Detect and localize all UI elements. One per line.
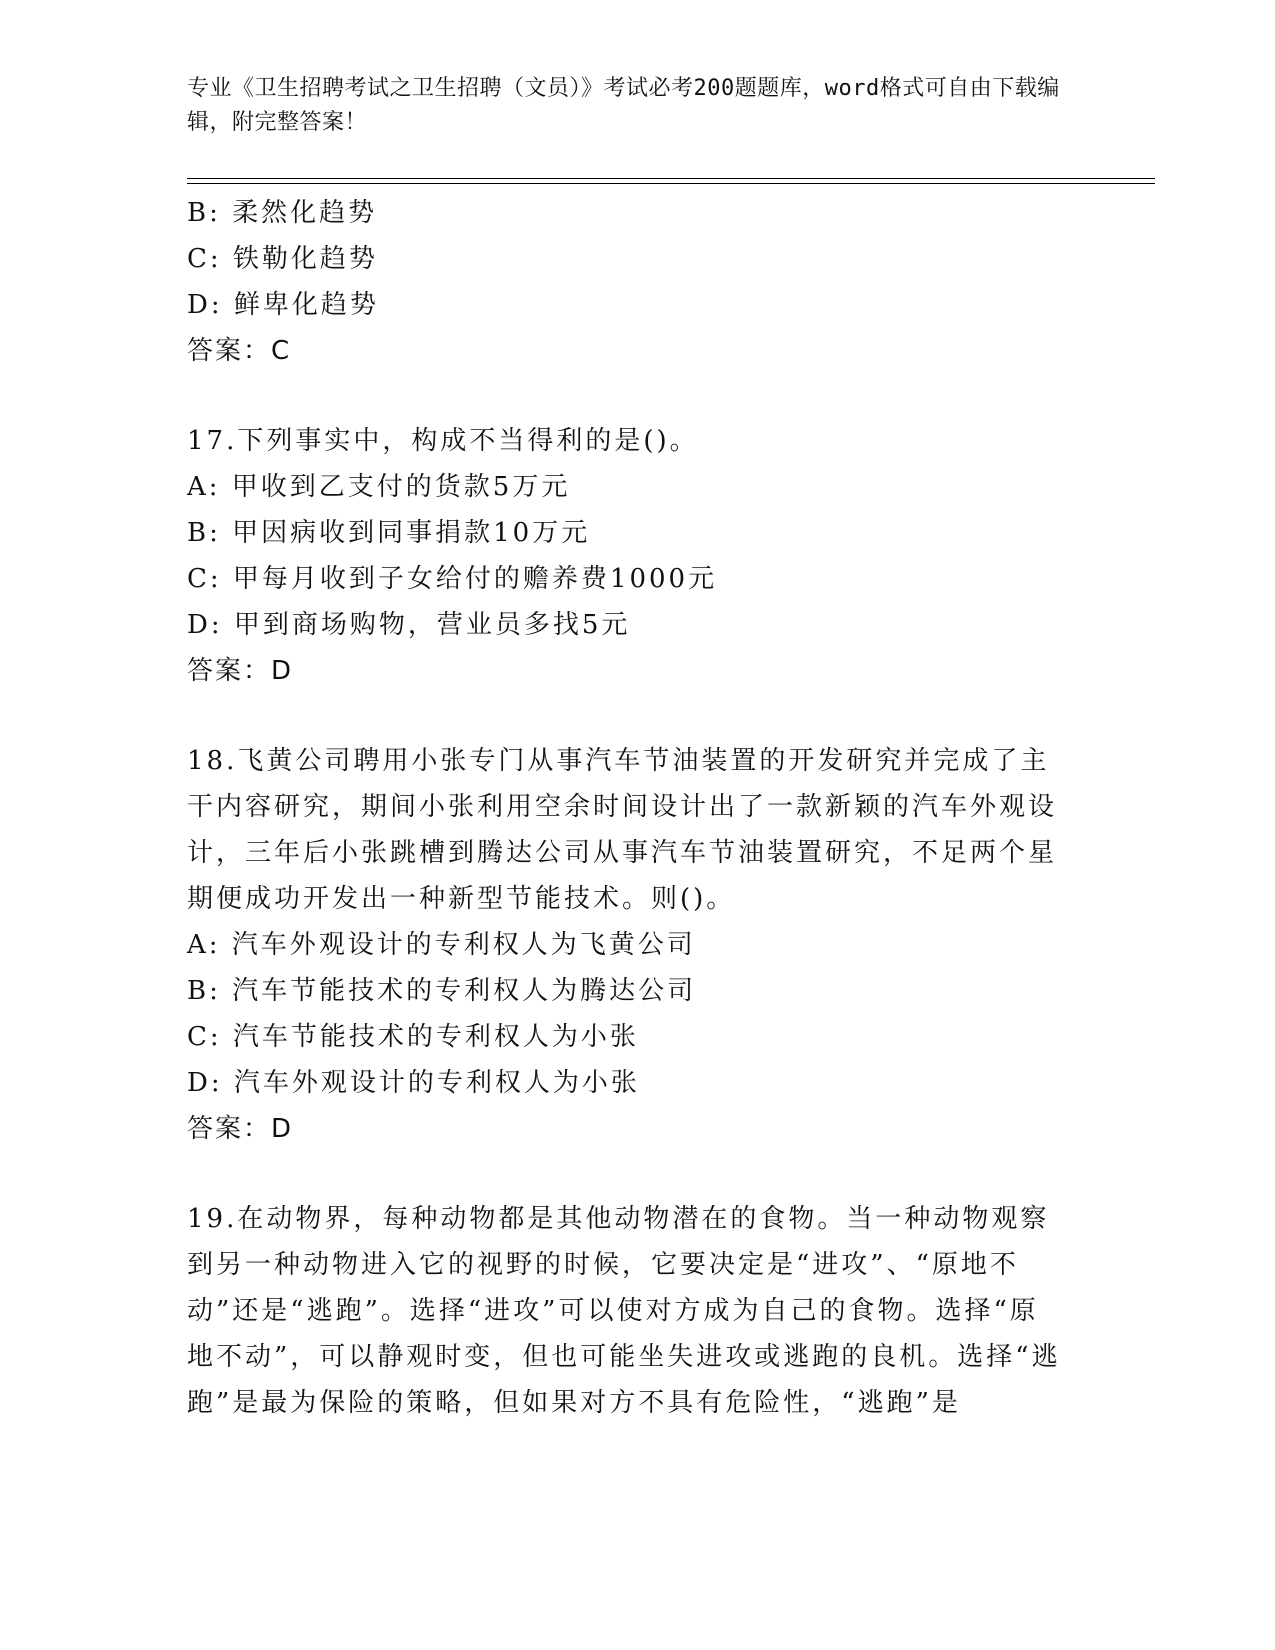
- option-a: A: 甲收到乙支付的货款5万元: [187, 472, 571, 502]
- question-17: [187, 418, 1087, 694]
- option-c: C: 铁勒化趋势: [187, 244, 378, 274]
- header-divider-bottom: [187, 183, 1155, 184]
- question-list: [187, 190, 1087, 1426]
- spacer: [187, 1152, 1087, 1196]
- option-c: C: 汽车节能技术的专利权人为小张: [187, 1022, 639, 1052]
- question-18: [187, 738, 1087, 1152]
- option-b: B: 甲因病收到同事捐款10万元: [187, 518, 591, 548]
- answer-line: 答案：C: [187, 336, 292, 366]
- option-d: D: 鲜卑化趋势: [187, 290, 379, 320]
- document-header: 专业《卫生招聘考试之卫生招聘（文员）》考试必考200题题库，word格式可自由下载编辑，附完整答案！: [187, 76, 1060, 135]
- answer-line: 答案：D: [187, 656, 294, 686]
- option-d: D: 甲到商场购物，营业员多找5元: [187, 610, 631, 640]
- option-b: B: 柔然化趋势: [187, 198, 378, 228]
- answer-line: 答案：D: [187, 1114, 294, 1144]
- option-a: A: 汽车外观设计的专利权人为飞黄公司: [187, 930, 696, 960]
- question-text: 18.飞黄公司聘用小张专门从事汽车节油装置的开发研究并完成了主干内容研究，期间小张利用空余时间设计出了一款新颖的汽车外观设计，三年后小张跳槽到腾达公司从事汽车节油装置研究，不足两个星期便成功开发出一种新型节能技术。则()。: [187, 746, 1058, 914]
- question-text: 17.下列事实中，构成不当得利的是()。: [187, 426, 699, 456]
- option-b: B: 汽车节能技术的专利权人为腾达公司: [187, 976, 697, 1006]
- question-text: 19.在动物界，每种动物都是其他动物潜在的食物。当一种动物观察到另一种动物进入它的视野的时候，它要决定是“进攻”、“原地不动”还是“逃跑”。选择“进攻”可以使对方成为自己的食物。选择“原地不动”，可以静观时变，但也可能坐失进攻或逃跑的良机。选择“逃跑”是最为保险的策略，但如果对方不具有危险性，“逃跑”是: [187, 1204, 1061, 1418]
- spacer: [187, 694, 1087, 738]
- header-divider-top: [187, 178, 1155, 179]
- question-19: [187, 1196, 1087, 1426]
- spacer: [187, 374, 1087, 418]
- question-16-fragment: [187, 190, 1087, 374]
- option-d: D: 汽车外观设计的专利权人为小张: [187, 1068, 640, 1098]
- option-c: C: 甲每月收到子女给付的赡养费1000元: [187, 564, 718, 594]
